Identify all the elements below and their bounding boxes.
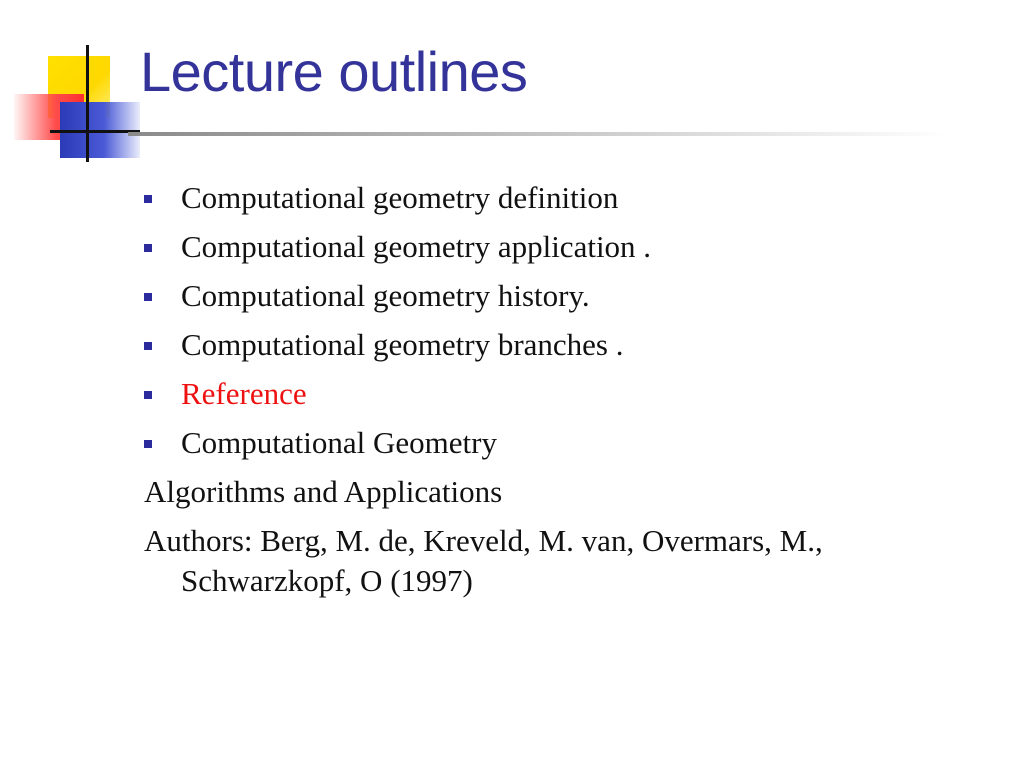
reference-heading: Reference bbox=[181, 376, 307, 411]
bullet-item bbox=[144, 178, 964, 227]
bullet-text: Computational geometry application . bbox=[181, 229, 652, 264]
book-authors: Authors: Berg, M. de, Kreveld, M. van, Overmars, M., Schwarzkopf, O (1997) bbox=[144, 523, 823, 598]
square-bullet-icon bbox=[144, 244, 152, 252]
bullet-item bbox=[144, 276, 964, 325]
slide-title: Lecture outlines bbox=[140, 40, 528, 103]
bullet-list bbox=[144, 178, 964, 472]
bullet-item bbox=[144, 227, 964, 276]
bullet-item-reference bbox=[144, 374, 964, 423]
bullet-text: Computational geometry history. bbox=[181, 278, 590, 313]
square-bullet-icon bbox=[144, 293, 152, 301]
slide-content bbox=[144, 178, 964, 601]
bullet-text: Computational geometry branches . bbox=[181, 327, 624, 362]
bullet-item bbox=[144, 423, 964, 472]
vertical-line-decoration bbox=[86, 45, 89, 162]
square-bullet-icon bbox=[144, 440, 152, 448]
bullet-item bbox=[144, 325, 964, 374]
square-bullet-icon bbox=[144, 391, 152, 399]
bullet-text: Computational geometry definition bbox=[181, 180, 619, 215]
horizontal-line-decoration bbox=[50, 130, 140, 133]
title-underline-rule bbox=[128, 132, 948, 136]
square-bullet-icon bbox=[144, 195, 152, 203]
bullet-text: Computational Geometry bbox=[181, 425, 497, 460]
square-bullet-icon bbox=[144, 342, 152, 350]
slide-logo-decoration bbox=[0, 0, 150, 170]
book-subtitle: Algorithms and Applications bbox=[144, 474, 503, 509]
